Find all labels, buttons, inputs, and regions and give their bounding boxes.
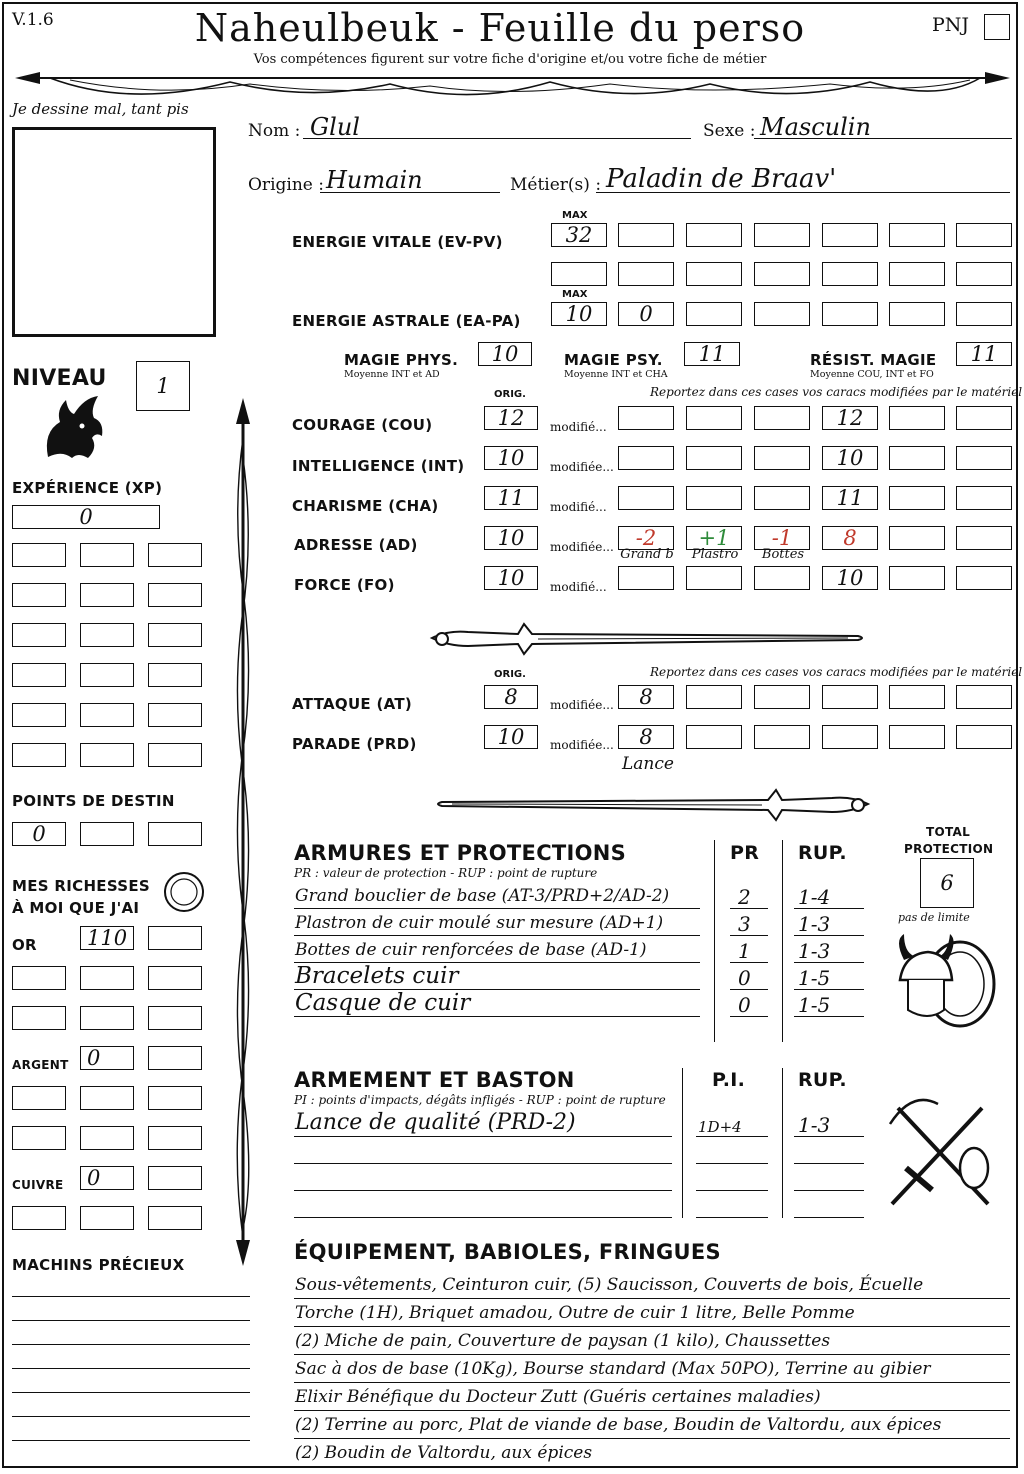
weapon-pi-line[interactable]	[696, 1163, 768, 1164]
at-orig-box[interactable]: 8	[484, 685, 538, 709]
energy-ev1-box-1[interactable]: 32	[551, 223, 607, 247]
xp-box-1-1[interactable]	[12, 543, 66, 567]
resist-magie-label: RÉSIST. MAGIE	[810, 351, 937, 369]
energy-ev1-box-7[interactable]	[956, 223, 1012, 247]
ev-max-label: MAX	[562, 210, 588, 221]
weapon-rup-line[interactable]	[794, 1136, 864, 1137]
stat-int-box-5[interactable]	[889, 446, 945, 470]
energy-ev1-box-6[interactable]	[889, 223, 945, 247]
weapon-rup-line[interactable]	[794, 1217, 864, 1218]
energy-ev2-box-2[interactable]	[618, 262, 674, 286]
armor-rup-line[interactable]	[794, 962, 864, 963]
xp-box-4-2[interactable]	[80, 663, 134, 687]
origine-label: Origine :	[248, 175, 324, 195]
portrait-caption: Je dessine mal, tant pis	[12, 100, 189, 118]
crossed-weapons-icon	[882, 1094, 998, 1214]
stat-fo-box-5[interactable]	[889, 566, 945, 590]
xp-box-2-2[interactable]	[80, 583, 134, 607]
armor-item-name: Plastron de cuir moulé sur mesure (AD+1)	[295, 913, 664, 933]
prd-modifiee: modifiée...	[550, 738, 614, 752]
magie-phys-box[interactable]: 10	[478, 342, 532, 366]
wealth-or-3-box-3[interactable]	[148, 1006, 202, 1030]
armor-item-pr: 1	[738, 939, 751, 963]
combat-at-box-1[interactable]: 8	[618, 685, 674, 709]
armor-rup-line[interactable]	[794, 908, 864, 909]
pnj-checkbox[interactable]	[984, 14, 1010, 40]
energy-ea-box-2[interactable]: 0	[618, 302, 674, 326]
ea-label: ENERGIE ASTRALE (EA-PA)	[292, 312, 521, 330]
xp-box-1-2[interactable]	[80, 543, 134, 567]
richesses-label-2: À MOI QUE J'AI	[12, 899, 140, 917]
stat-fo-box-3[interactable]	[754, 566, 810, 590]
armor-item-rup: 1-4	[798, 885, 831, 909]
page-title: Naheulbeuk - Feuille du perso	[194, 6, 806, 50]
page-subtitle: Vos compétences figurent sur votre fiche d'origine et/ou votre fiche de métier	[253, 52, 767, 67]
metier-value: Paladin de Braav'	[606, 164, 837, 194]
fo-label: FORCE (FO)	[294, 576, 395, 594]
coin-icon	[162, 870, 206, 914]
stat-fo-box-2[interactable]	[686, 566, 742, 590]
equipment-line[interactable]	[294, 1298, 1010, 1299]
stat-int-box-1[interactable]	[618, 446, 674, 470]
xp-box-3-2[interactable]	[80, 623, 134, 647]
stat-courage-box-2[interactable]	[686, 406, 742, 430]
armor-item-name: Bottes de cuir renforcées de base (AD-1)	[295, 940, 647, 960]
energy-ev2-box-6[interactable]	[889, 262, 945, 286]
armor-pr-line[interactable]	[730, 989, 768, 990]
armor-rup-line[interactable]	[794, 1016, 864, 1017]
equipment-line[interactable]	[294, 1354, 1010, 1355]
combat-at-box-5[interactable]	[889, 685, 945, 709]
combat-at-box-6[interactable]	[956, 685, 1012, 709]
wealth-argent-3-box-2[interactable]	[80, 1126, 134, 1150]
armor-item-pr: 0	[738, 993, 751, 1017]
magie-psy-label: MAGIE PSY.	[564, 351, 663, 369]
stat-cha-box-4[interactable]: 11	[822, 486, 878, 510]
weapon-rup-line[interactable]	[794, 1190, 864, 1191]
courage-orig-box[interactable]: 12	[484, 406, 538, 430]
energy-ea-box-3[interactable]	[686, 302, 742, 326]
destin-label: POINTS DE DESTIN	[12, 792, 175, 810]
xp-box-5-1[interactable]	[12, 703, 66, 727]
nom-label: Nom :	[248, 121, 301, 141]
energy-ev1-box-5[interactable]	[822, 223, 878, 247]
stat-cha-box-5[interactable]	[889, 486, 945, 510]
stat-cha-box-1[interactable]	[618, 486, 674, 510]
wealth-argent-2-box-1[interactable]	[12, 1086, 66, 1110]
armor-item-pr: 0	[738, 966, 751, 990]
energy-ev2-box-5[interactable]	[822, 262, 878, 286]
combat-prd-box-6[interactable]	[956, 725, 1012, 749]
stat-ad-box-3[interactable]: -1	[754, 526, 810, 550]
energy-ev2-box-7[interactable]	[956, 262, 1012, 286]
combat-prd-box-5[interactable]	[889, 725, 945, 749]
weapon-line[interactable]	[294, 1190, 672, 1191]
xp-box-6-3[interactable]	[148, 743, 202, 767]
armor-pr-line[interactable]	[730, 935, 768, 936]
machins-line-1[interactable]	[12, 1296, 250, 1297]
ad-modifie: modifiée...	[550, 540, 614, 554]
weapon-pi-line[interactable]	[696, 1190, 768, 1191]
ad-orig-box[interactable]: 10	[484, 526, 538, 550]
energy-ev1-box-2[interactable]	[618, 223, 674, 247]
stats-orig-label: ORIG.	[494, 389, 526, 400]
armor-title: ARMURES ET PROTECTIONS	[294, 841, 627, 865]
xp-box[interactable]: 0	[12, 505, 160, 529]
stat-cha-box-6[interactable]	[956, 486, 1012, 510]
energy-ea-box-1[interactable]: 10	[551, 302, 607, 326]
stat-ad-box-4[interactable]: 8	[822, 526, 878, 550]
armor-pr-header: PR	[730, 842, 760, 864]
xp-box-5-3[interactable]	[148, 703, 202, 727]
wealth-cuivre-2-box-3[interactable]	[148, 1206, 202, 1230]
energy-ev2-box-1[interactable]	[551, 262, 607, 286]
wealth-or-2-box-3[interactable]	[148, 966, 202, 990]
energy-ev1-box-4[interactable]	[754, 223, 810, 247]
stat-courage-box-4[interactable]: 12	[822, 406, 878, 430]
stat-ad-box-5[interactable]	[889, 526, 945, 550]
equipment-line-text: Torche (1H), Briquet amadou, Outre de cuir 1 litre, Belle Pomme	[295, 1303, 855, 1323]
wealth-or-box-3[interactable]	[148, 926, 202, 950]
stat-ad-box-6[interactable]	[956, 526, 1012, 550]
stat-courage-box-6[interactable]	[956, 406, 1012, 430]
stat-courage-box-1[interactable]	[618, 406, 674, 430]
resist-magie-box[interactable]: 11	[956, 342, 1012, 366]
combat-at-box-3[interactable]	[754, 685, 810, 709]
fo-orig-box[interactable]: 10	[484, 566, 538, 590]
armor-item-rup: 1-3	[798, 939, 831, 963]
prd-orig-box[interactable]: 10	[484, 725, 538, 749]
wealth-cuivre-box-3[interactable]	[148, 1166, 202, 1190]
portrait-box[interactable]	[12, 127, 216, 337]
xp-box-4-3[interactable]	[148, 663, 202, 687]
attaque-label: ATTAQUE (AT)	[292, 695, 413, 713]
richesses-label-1: MES RICHESSES	[12, 877, 151, 895]
energy-ea-box-6[interactable]	[889, 302, 945, 326]
weapon-item-name: Lance de qualité (PRD-2)	[295, 1110, 576, 1135]
armor-pr-line[interactable]	[730, 908, 768, 909]
ad-mod-caption-2: Plastro	[691, 547, 739, 562]
pnj-label: PNJ	[932, 14, 970, 36]
armor-item-rup: 1-5	[798, 966, 831, 990]
cha-modifie: modifié...	[550, 500, 607, 514]
xp-box-3-1[interactable]	[12, 623, 66, 647]
destin-box-3[interactable]	[148, 822, 202, 846]
ev-label: ENERGIE VITALE (EV-PV)	[292, 233, 503, 251]
wealth-argent-box-3[interactable]	[148, 1046, 202, 1070]
magie-psy-note: Moyenne INT et CHA	[564, 369, 668, 380]
cuivre-label: CUIVRE	[12, 1178, 64, 1192]
destin-box-1[interactable]: 0	[12, 822, 66, 846]
equipment-title: ÉQUIPEMENT, BABIOLES, FRINGUES	[294, 1240, 721, 1264]
courage-modifie: modifié...	[550, 420, 607, 434]
niveau-box[interactable]: 1	[136, 361, 190, 411]
cha-orig-box[interactable]: 11	[484, 486, 538, 510]
ad-mod-caption-3: Bottes	[761, 547, 805, 562]
wealth-argent-3-box-1[interactable]	[12, 1126, 66, 1150]
argent-label: ARGENT	[12, 1058, 69, 1072]
equipment-line-text: (2) Terrine au porc, Plat de viande de base, Boudin de Valtordu, aux épices	[295, 1415, 942, 1435]
armor-pr-line[interactable]	[730, 962, 768, 963]
weapon-pi-line[interactable]	[696, 1136, 768, 1137]
weapon-line[interactable]	[294, 1163, 672, 1164]
machins-line-7[interactable]	[12, 1440, 250, 1441]
wealth-or-3-box-1[interactable]	[12, 1006, 66, 1030]
xp-box-5-2[interactable]	[80, 703, 134, 727]
equipment-line[interactable]	[294, 1326, 1010, 1327]
armor-divider-2	[782, 840, 783, 1042]
magie-phys-note: Moyenne INT et AD	[344, 369, 440, 380]
machins-line-6[interactable]	[12, 1416, 250, 1417]
armor-item-name: Casque de cuir	[295, 990, 471, 1016]
nom-value: Glul	[310, 113, 360, 141]
nom-field[interactable]	[303, 114, 691, 139]
armor-rup-header: RUP.	[798, 842, 847, 864]
stat-int-box-3[interactable]	[754, 446, 810, 470]
version-label: V.1.6	[12, 10, 54, 30]
weapon-line[interactable]	[294, 1217, 672, 1218]
total-protection-note: pas de limite	[898, 911, 970, 924]
stats-note: Reportez dans ces cases vos caracs modifiées par le matériel	[650, 385, 1023, 399]
armor-item-line[interactable]	[294, 1016, 700, 1017]
xp-box-2-1[interactable]	[12, 583, 66, 607]
combat-note: Reportez dans ces cases vos caracs modifiées par le matériel	[650, 665, 1023, 679]
equipment-line-text: Sac à dos de base (10Kg), Bourse standard (Max 50PO), Terrine au gibier	[295, 1359, 931, 1379]
wealth-or-3-box-2[interactable]	[80, 1006, 134, 1030]
armor-item-rup: 1-5	[798, 993, 831, 1017]
weapons-note: PI : points d'impacts, dégâts infligés - RUP : point de rupture	[294, 1093, 666, 1107]
armor-item-rup: 1-3	[798, 912, 831, 936]
combat-at-box-2[interactable]	[686, 685, 742, 709]
armor-item-line[interactable]	[294, 908, 700, 909]
weapon-item-rup: 1-3	[798, 1113, 831, 1137]
combat-prd-box-2[interactable]	[686, 725, 742, 749]
stat-fo-box-6[interactable]	[956, 566, 1012, 590]
armor-note: PR : valeur de protection - RUP : point de rupture	[294, 866, 598, 880]
ea-max-label: MAX	[562, 289, 588, 300]
sword-ornament	[428, 612, 872, 660]
stat-ad-box-1[interactable]: -2	[618, 526, 674, 550]
wealth-or-2-box-2[interactable]	[80, 966, 134, 990]
wealth-argent-2-box-3[interactable]	[148, 1086, 202, 1110]
weapon-line[interactable]	[294, 1136, 672, 1137]
armor-item-line[interactable]	[294, 935, 700, 936]
sexe-label: Sexe :	[703, 121, 756, 141]
armor-item-pr: 2	[738, 885, 751, 909]
equipment-line[interactable]	[294, 1466, 1010, 1467]
weapon-rup-line[interactable]	[794, 1163, 864, 1164]
weapons-pi-header: P.I.	[712, 1069, 746, 1091]
spear-ornament	[228, 398, 258, 1266]
parade-label: PARADE (PRD)	[292, 735, 417, 753]
equipment-line-text: (2) Miche de pain, Couverture de paysan (1 kilo), Chaussettes	[295, 1331, 831, 1351]
xp-label: EXPÉRIENCE (XP)	[12, 479, 163, 497]
xp-box-1-3[interactable]	[148, 543, 202, 567]
magie-psy-box[interactable]: 11	[684, 342, 740, 366]
stat-courage-box-3[interactable]	[754, 406, 810, 430]
combat-at-box-4[interactable]	[822, 685, 878, 709]
ad-mod-caption-1: Grand b	[620, 547, 674, 562]
armor-pr-line[interactable]	[730, 1016, 768, 1017]
combat-prd-box-3[interactable]	[754, 725, 810, 749]
wealth-cuivre-2-box-2[interactable]	[80, 1206, 134, 1230]
stat-fo-box-4[interactable]: 10	[822, 566, 878, 590]
magie-phys-label: MAGIE PHYS.	[344, 351, 459, 369]
int-modifie: modifiée...	[550, 460, 614, 474]
armor-item-name: Bracelets cuir	[295, 963, 459, 989]
stat-cha-box-2[interactable]	[686, 486, 742, 510]
combat-prd-box-1[interactable]: 8	[618, 725, 674, 749]
resist-magie-note: Moyenne COU, INT et FO	[810, 369, 934, 380]
origine-value: Humain	[326, 166, 423, 194]
total-protection-box[interactable]: 6	[920, 858, 974, 908]
machins-label: MACHINS PRÉCIEUX	[12, 1256, 185, 1274]
xp-box-3-3[interactable]	[148, 623, 202, 647]
equipment-line[interactable]	[294, 1410, 1010, 1411]
wealth-argent-box-2[interactable]: 0	[80, 1046, 134, 1070]
armor-item-pr: 3	[738, 912, 751, 936]
ad-label: ADRESSE (AD)	[294, 536, 418, 554]
destin-box-2[interactable]	[80, 822, 134, 846]
energy-ev2-box-3[interactable]	[686, 262, 742, 286]
fo-modifie: modifié...	[550, 580, 607, 594]
stat-int-box-4[interactable]: 10	[822, 446, 878, 470]
equipment-line[interactable]	[294, 1438, 1010, 1439]
sexe-value: Masculin	[760, 113, 871, 141]
equipment-line-text: Sous-vêtements, Ceinturon cuir, (5) Saucisson, Couverts de bois, Écuelle	[295, 1275, 924, 1295]
energy-ea-box-7[interactable]	[956, 302, 1012, 326]
stat-int-box-2[interactable]	[686, 446, 742, 470]
machins-line-2[interactable]	[12, 1320, 250, 1321]
combat-orig-label: ORIG.	[494, 669, 526, 680]
wealth-argent-3-box-3[interactable]	[148, 1126, 202, 1150]
armor-rup-line[interactable]	[794, 989, 864, 990]
total-label-1: TOTAL	[926, 825, 971, 839]
prd-caption: Lance	[622, 754, 674, 774]
armor-item-name: Grand bouclier de base (AT-3/PRD+2/AD-2)	[295, 886, 670, 906]
armor-rup-line[interactable]	[794, 935, 864, 936]
machins-line-3[interactable]	[12, 1344, 250, 1345]
weapon-item-pi: 1D+4	[698, 1118, 742, 1136]
cha-label: CHARISME (CHA)	[292, 497, 439, 515]
stat-int-box-6[interactable]	[956, 446, 1012, 470]
machins-line-4[interactable]	[12, 1368, 250, 1369]
energy-ev1-box-3[interactable]	[686, 223, 742, 247]
wealth-or-2-box-1[interactable]	[12, 966, 66, 990]
helmet-shield-icon	[890, 930, 1000, 1034]
niveau-label: NIVEAU	[12, 366, 107, 391]
wealth-cuivre-2-box-1[interactable]	[12, 1206, 66, 1230]
equipment-line[interactable]	[294, 1382, 1010, 1383]
total-label-2: PROTECTION	[904, 842, 994, 856]
weapons-rup-header: RUP.	[798, 1069, 847, 1091]
courage-label: COURAGE (COU)	[292, 416, 433, 434]
xp-box-6-1[interactable]	[12, 743, 66, 767]
weapons-divider-2	[782, 1068, 783, 1218]
int-label: INTELLIGENCE (INT)	[292, 457, 465, 475]
stat-fo-box-1[interactable]	[618, 566, 674, 590]
energy-ea-box-5[interactable]	[822, 302, 878, 326]
weapon-pi-line[interactable]	[696, 1217, 768, 1218]
at-modifiee: modifiée...	[550, 698, 614, 712]
int-orig-box[interactable]: 10	[484, 446, 538, 470]
sword-ornament-2	[428, 778, 872, 826]
xp-box-2-3[interactable]	[148, 583, 202, 607]
wealth-cuivre-box-2[interactable]: 0	[80, 1166, 134, 1190]
armor-divider-1	[714, 840, 715, 1042]
equipment-line-text: (2) Boudin de Valtordu, aux épices	[295, 1443, 593, 1463]
stat-courage-box-5[interactable]	[889, 406, 945, 430]
stat-ad-box-2[interactable]: +1	[686, 526, 742, 550]
or-label: OR	[12, 936, 37, 954]
machins-line-5[interactable]	[12, 1392, 250, 1393]
wealth-argent-2-box-2[interactable]	[80, 1086, 134, 1110]
combat-prd-box-4[interactable]	[822, 725, 878, 749]
stat-cha-box-3[interactable]	[754, 486, 810, 510]
wealth-or-box-2[interactable]: 110	[80, 926, 134, 950]
weapons-title: ARMEMENT ET BASTON	[294, 1068, 575, 1092]
energy-ea-box-4[interactable]	[754, 302, 810, 326]
dragon-icon	[38, 392, 108, 464]
weapons-divider-1	[682, 1068, 683, 1218]
energy-ev2-box-4[interactable]	[754, 262, 810, 286]
metier-label: Métier(s) :	[510, 175, 602, 195]
xp-box-6-2[interactable]	[80, 743, 134, 767]
equipment-line-text: Elixir Bénéfique du Docteur Zutt (Guéris certaines maladies)	[295, 1387, 821, 1407]
xp-box-4-1[interactable]	[12, 663, 66, 687]
